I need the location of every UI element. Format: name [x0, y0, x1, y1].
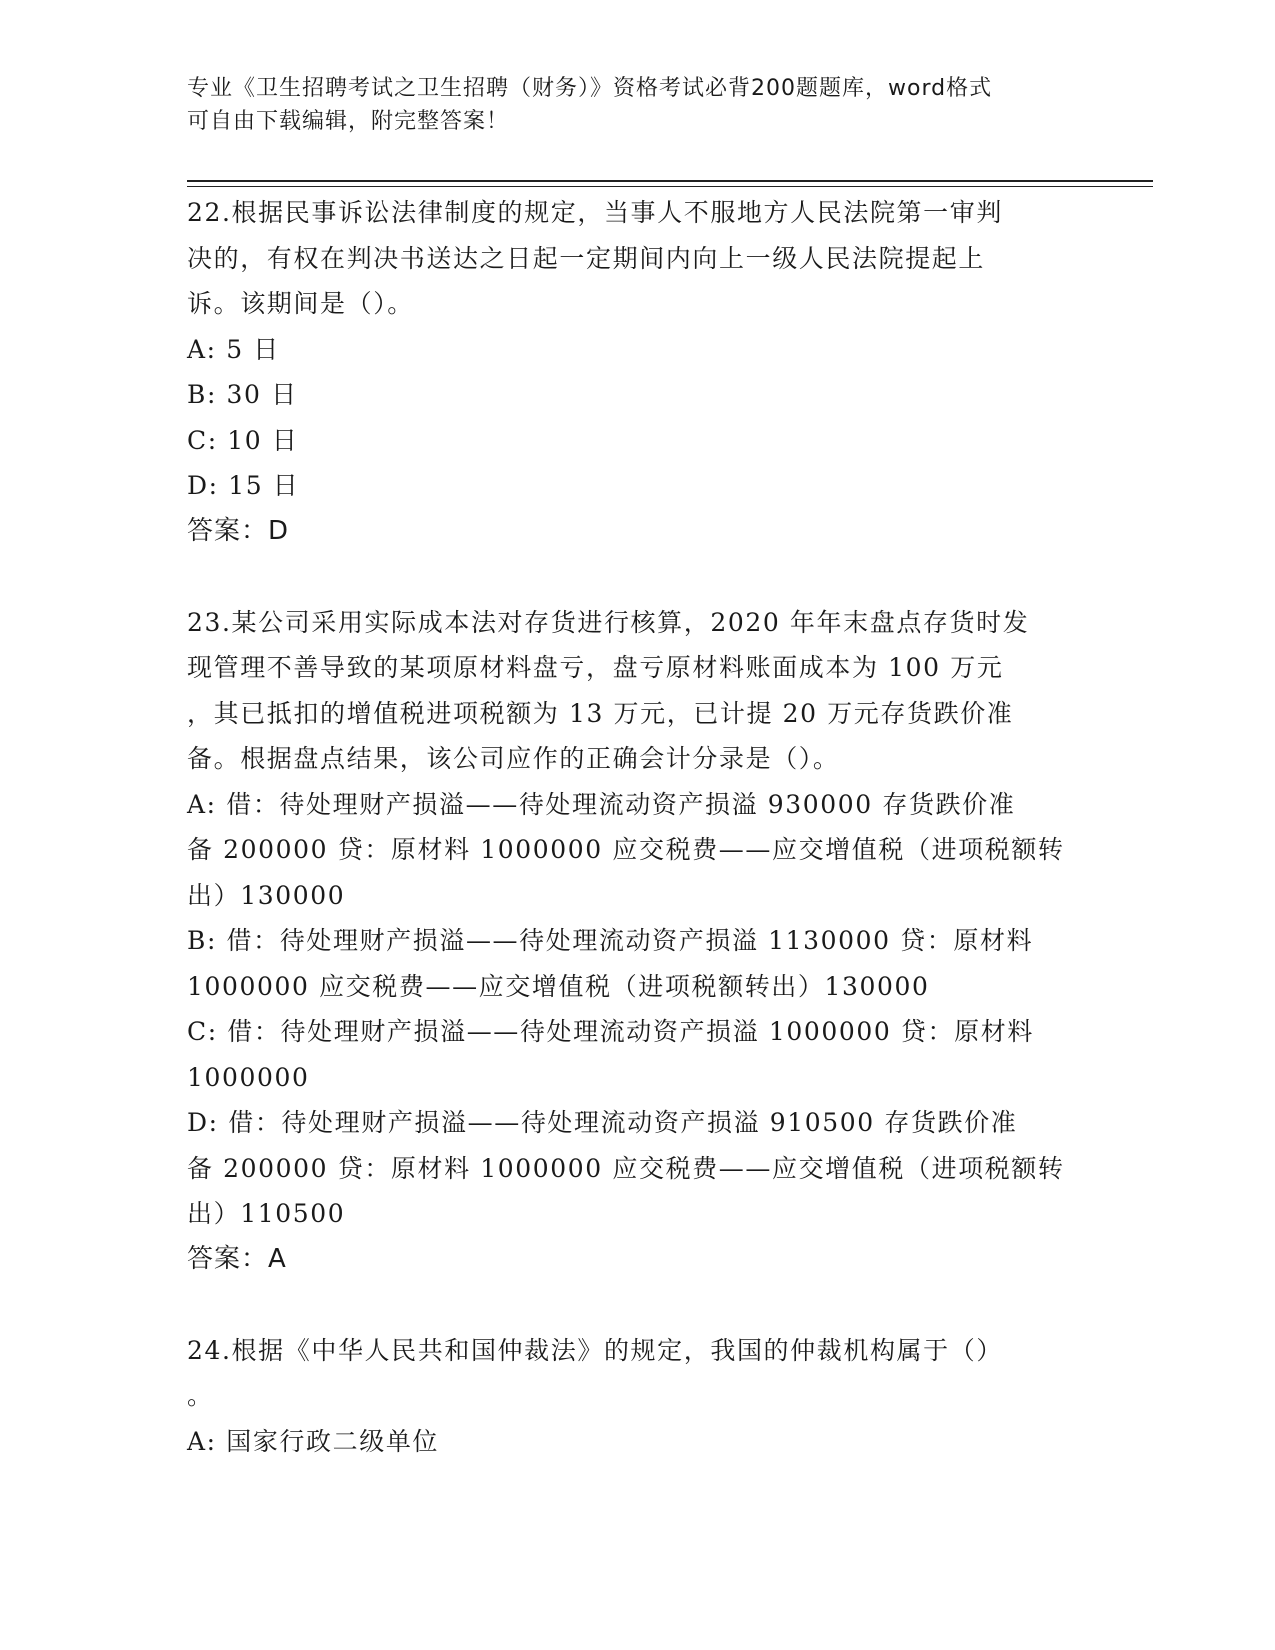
option-c: C: 借：待处理财产损溢——待处理流动资产损溢 1000000 贷：原材料 — [187, 1017, 1034, 1046]
question-text-line: ，其已抵扣的增值税进项税额为 13 万元，已计提 20 万元存货跌价准 — [187, 698, 1014, 728]
answer-line: 答案：A — [187, 1243, 287, 1274]
question-text-line: 。 — [187, 1381, 214, 1410]
answer-line: 答案：D — [187, 515, 290, 546]
option-d: D: 15 日 — [187, 471, 300, 500]
question-spacer — [187, 1282, 1087, 1328]
header-line-2: 可自由下载编辑，附完整答案！ — [187, 109, 510, 134]
option-a: A: 借：待处理财产损溢——待处理流动资产损溢 930000 存货跌价准 — [187, 789, 1016, 819]
question-text-line: 24.根据《中华人民共和国仲裁法》的规定，我国的仲裁机构属于（） — [187, 1335, 1003, 1365]
header-divider-thick — [187, 180, 1153, 182]
question-text-line: 现管理不善导致的某项原材料盘亏，盘亏原材料账面成本为 100 万元 — [187, 653, 1004, 682]
question-spacer — [187, 554, 1087, 600]
header-line-1: 专业《卫生招聘考试之卫生招聘（财务）》资格考试必背200题题库，word格式 — [187, 76, 993, 101]
option-b-continued: 1000000 应交税费——应交增值税（进项税额转出）130000 — [187, 971, 930, 1001]
option-a: A: 国家行政二级单位 — [187, 1426, 440, 1456]
option-c-continued: 1000000 — [187, 1062, 310, 1092]
question-text-line: 23.某公司采用实际成本法对存货进行核算，2020 年年末盘点存货时发 — [187, 607, 1030, 637]
option-a: A: 5 日 — [187, 334, 280, 364]
question-text-line: 备。根据盘点结果，该公司应作的正确会计分录是（）。 — [187, 744, 840, 773]
option-d-continued: 出）110500 — [187, 1199, 346, 1228]
page-header — [187, 72, 1067, 138]
question-list — [187, 190, 1087, 1464]
option-b: B: 借：待处理财产损溢——待处理流动资产损溢 1130000 贷：原材料 — [187, 926, 1034, 955]
option-a-continued: 出）130000 — [187, 880, 346, 910]
option-d-continued: 备 200000 贷：原材料 1000000 应交税费——应交增值税（进项税额转 — [187, 1153, 1065, 1183]
option-d: D: 借：待处理财产损溢——待处理流动资产损溢 910500 存货跌价准 — [187, 1108, 1018, 1137]
option-c: C: 10 日 — [187, 425, 299, 455]
question-22 — [187, 190, 1087, 554]
question-text-line: 22.根据民事诉讼法律制度的规定，当事人不服地方人民法院第一审判 — [187, 198, 1003, 227]
question-24 — [187, 1328, 1087, 1465]
option-a-continued: 备 200000 贷：原材料 1000000 应交税费——应交增值税（进项税额转 — [187, 835, 1065, 864]
question-text-line: 诉。该期间是（）。 — [187, 289, 414, 318]
question-text-line: 决的，有权在判决书送达之日起一定期间内向上一级人民法院提起上 — [187, 243, 986, 273]
header-divider-thin — [187, 186, 1153, 187]
question-23 — [187, 600, 1087, 1283]
option-b: B: 30 日 — [187, 380, 298, 409]
